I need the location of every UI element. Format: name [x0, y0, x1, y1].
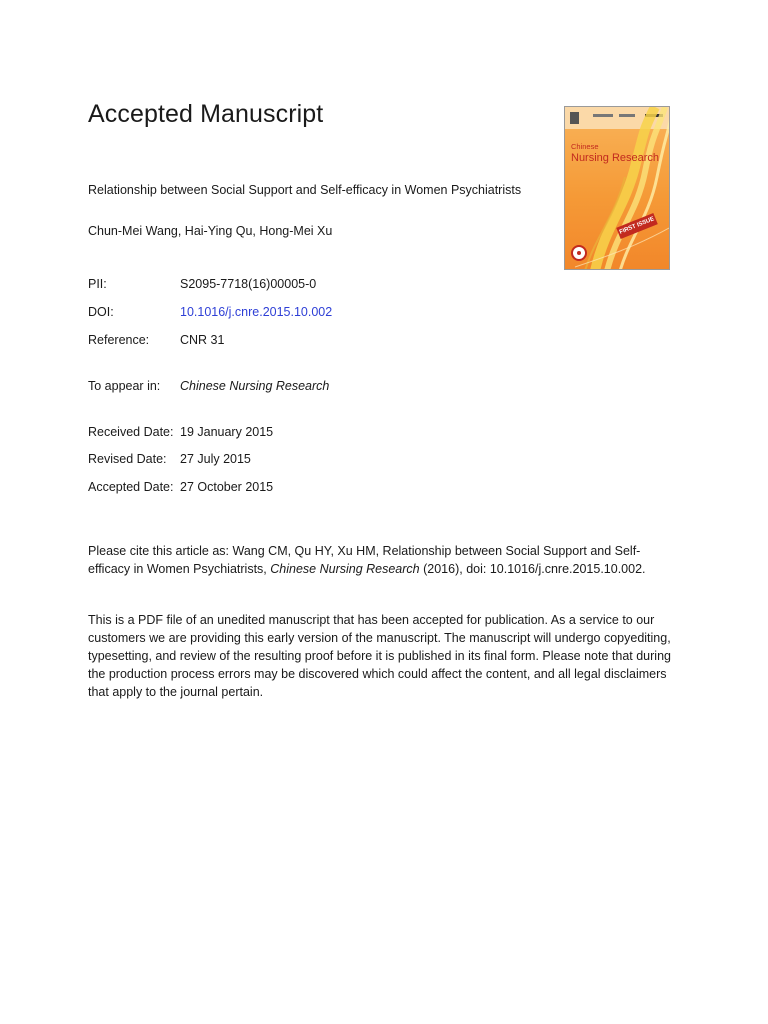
cover-journal-name-line1: Chinese: [571, 142, 599, 151]
received-date-label: Received Date:: [88, 425, 174, 439]
journal-name: Chinese Nursing Research: [180, 379, 330, 393]
doi-row: [88, 305, 332, 319]
reference-label: Reference:: [88, 333, 150, 347]
cover-seal-icon: [571, 245, 587, 261]
doi-label: DOI:: [88, 305, 114, 319]
to-appear-label: To appear in:: [88, 379, 161, 393]
revised-date-label: Revised Date:: [88, 452, 167, 466]
accepted-date-row: [88, 480, 273, 494]
to-appear-row: [88, 379, 329, 393]
doi-link[interactable]: 10.1016/j.cnre.2015.10.002: [180, 305, 333, 319]
citation-text-prefix: Please cite this article as: Wang CM, Qu HY, Xu HM, Relationship between Social Support and Self-efficacy in Women Psychiatrists,: [88, 544, 641, 576]
citation-paragraph: [88, 542, 678, 578]
article-title: Relationship between Social Support and Self-efficacy in Women Psychiatrists: [88, 183, 522, 197]
citation-text-suffix: (2016), doi: 10.1016/j.cnre.2015.10.002.: [419, 562, 646, 576]
citation-journal: Chinese Nursing Research: [270, 562, 420, 576]
cover-journal-name-line2: Nursing Research: [571, 152, 660, 164]
cover-first-issue-badge: FIRST ISSUE: [616, 213, 658, 239]
revised-date-value: 27 July 2015: [180, 452, 251, 466]
reference-row: [88, 333, 224, 347]
disclaimer-paragraph: This is a PDF file of an unedited manuscript that has been accepted for publication. As a service to our customers we are providing this early version of the manuscript. The manuscript will undergo copyediting, typesetting, and review of the resulting proof before it is published in its final form. Please note that during the production process errors may be discovered which could affect the content, and all legal disclaimers that apply to the journal pertain.: [88, 613, 671, 699]
author-list: Chun-Mei Wang, Hai-Ying Qu, Hong-Mei Xu: [88, 224, 333, 238]
cover-seal-center: [577, 251, 581, 255]
pii-label: PII:: [88, 277, 107, 291]
accepted-date-value: 27 October 2015: [180, 480, 274, 494]
journal-cover-image: [564, 106, 670, 270]
pii-row: [88, 277, 316, 291]
pii-value: S2095-7718(16)00005-0: [180, 277, 317, 291]
accepted-date-label: Accepted Date:: [88, 480, 174, 494]
page-heading: Accepted Manuscript: [88, 100, 324, 128]
revised-date-row: [88, 452, 251, 466]
received-date-value: 19 January 2015: [180, 425, 274, 439]
reference-value: CNR 31: [180, 333, 225, 347]
received-date-row: [88, 425, 273, 439]
